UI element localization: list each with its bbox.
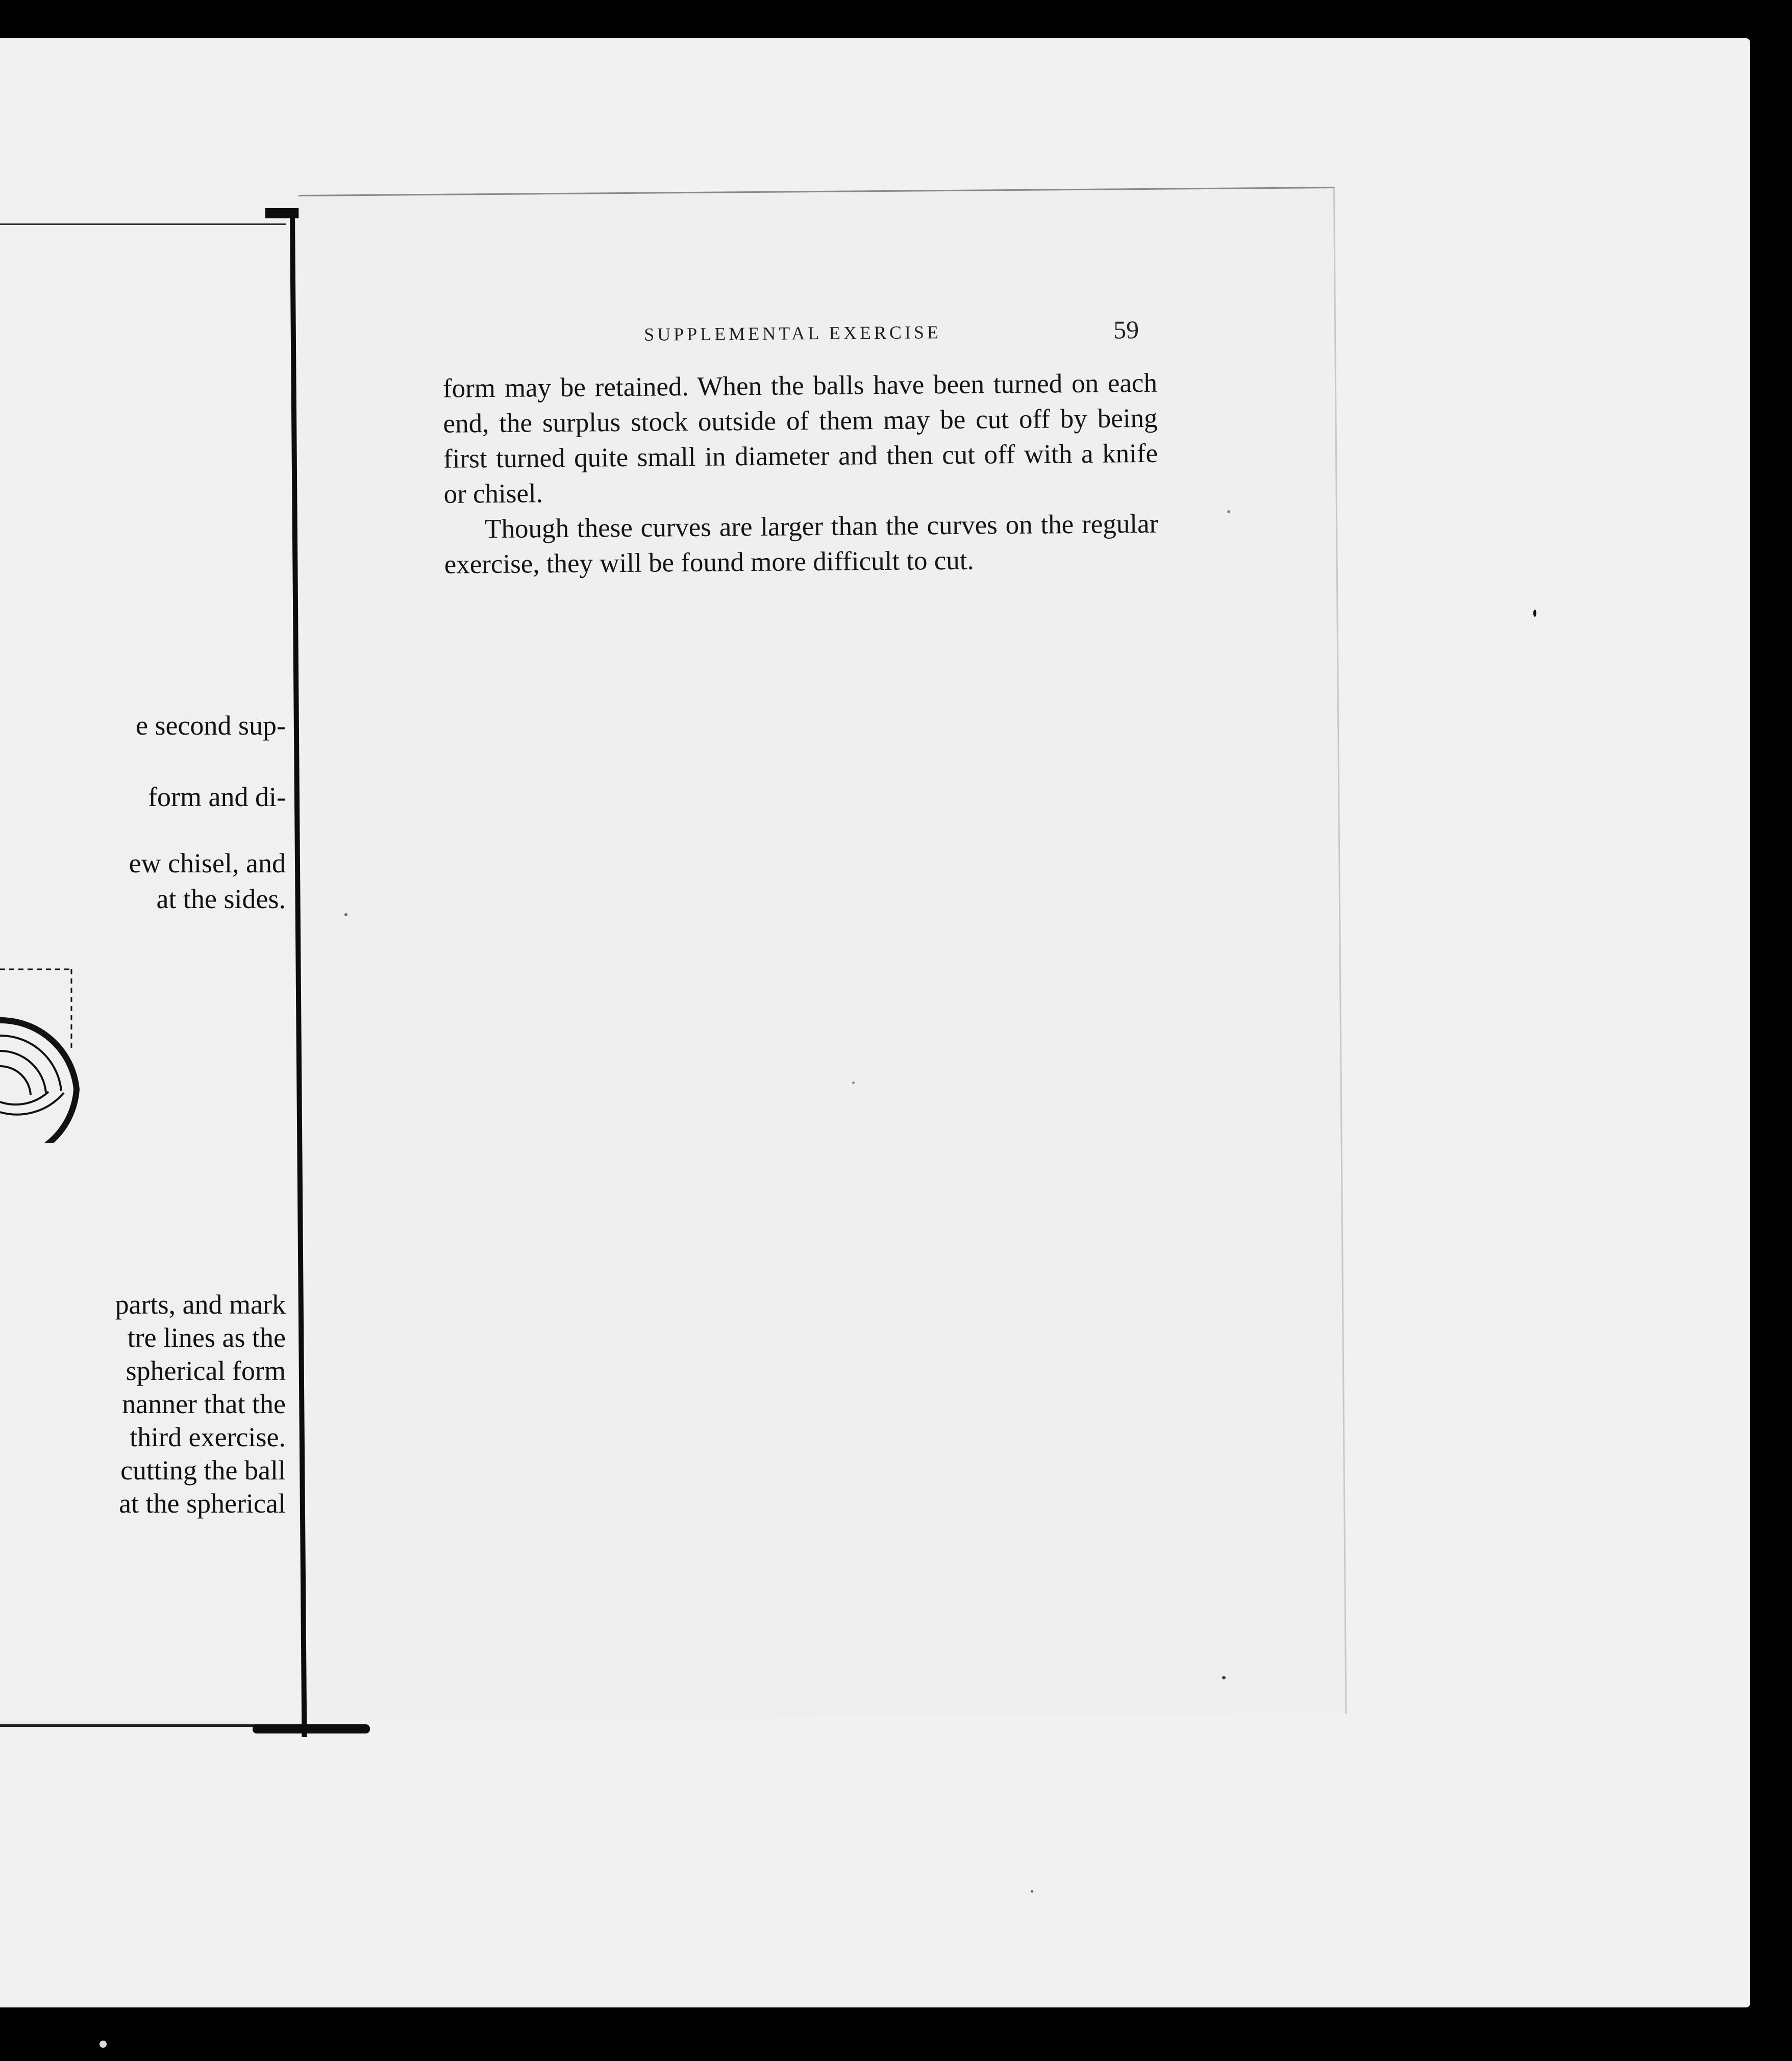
left-text-line: at the spherical bbox=[119, 1488, 286, 1519]
right-page bbox=[298, 187, 1347, 1722]
left-text-line: spherical form bbox=[126, 1355, 286, 1386]
paragraph: form may be retained. When the balls have been turned on each end, the surplus stock outside of them may be cut off by being first turned quite small in diameter and then cut off with a knife or chisel. bbox=[442, 368, 1158, 509]
ball-diagram bbox=[0, 959, 102, 1143]
scan-speck bbox=[1227, 510, 1230, 513]
scan-speck bbox=[1031, 1890, 1033, 1893]
running-head-title: SUPPLEMENTAL EXERCISE bbox=[644, 322, 942, 345]
left-text-line: e second sup- bbox=[136, 710, 286, 741]
left-text-line: ew chisel, and bbox=[129, 848, 286, 878]
left-text-line: nanner that the bbox=[122, 1389, 286, 1419]
gutter-bottom-mark bbox=[253, 1724, 370, 1733]
left-text-line: at the sides. bbox=[156, 884, 286, 914]
running-head bbox=[644, 315, 1139, 345]
page-number: 59 bbox=[1113, 315, 1139, 344]
scan-speck bbox=[852, 1082, 855, 1084]
left-text-line: cutting the ball bbox=[120, 1455, 286, 1486]
scan-speck bbox=[344, 913, 347, 916]
left-text-line: form and di- bbox=[148, 782, 286, 812]
scan-speck bbox=[1533, 610, 1536, 617]
scan-speck bbox=[1222, 1676, 1226, 1679]
left-page bbox=[0, 184, 306, 1740]
left-page-top-edge bbox=[0, 223, 286, 225]
left-text-line: tre lines as the bbox=[127, 1322, 286, 1353]
scan-speck bbox=[99, 2041, 107, 2048]
left-text-line: parts, and mark bbox=[115, 1289, 286, 1320]
left-text-line: third exercise. bbox=[130, 1422, 286, 1452]
paragraph: Though these curves are larger than the curves on the regular exercise, they will be found more difficult to cut. bbox=[444, 509, 1159, 580]
body-text bbox=[443, 366, 1159, 583]
